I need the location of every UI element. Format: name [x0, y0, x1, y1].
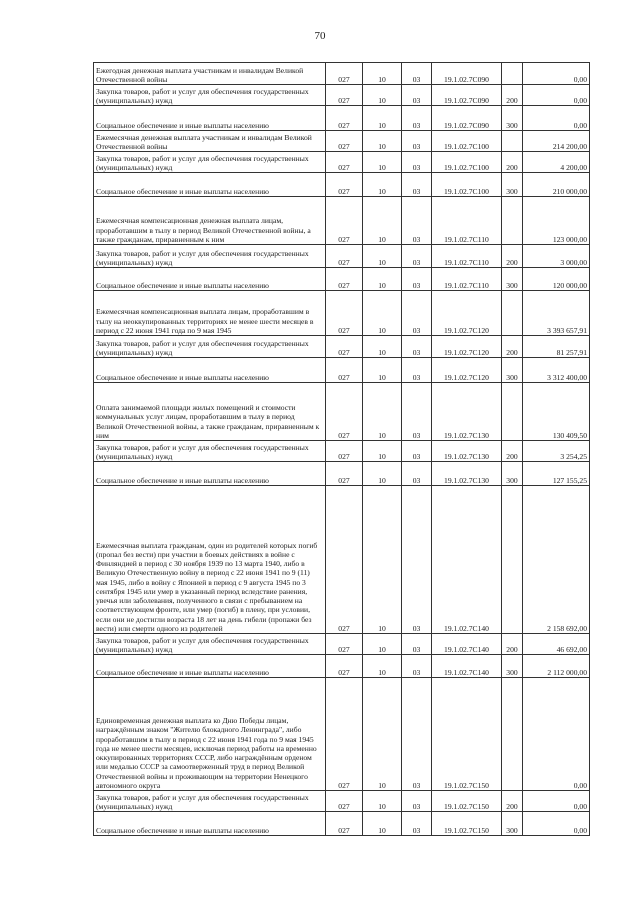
subsection-code-cell: 03 [402, 486, 432, 634]
row-name-cell: Социальное обеспечение и иные выплаты населению [94, 106, 326, 131]
budget-table-body [94, 63, 590, 836]
target-article-cell: 19.1.02.7С090 [432, 106, 502, 131]
expense-type-cell: 300 [502, 655, 523, 678]
table-row [94, 791, 590, 812]
table-row [94, 245, 590, 268]
target-article-cell: 19.1.02.7С110 [432, 268, 502, 291]
ministry-code-cell: 027 [326, 85, 363, 106]
section-code-cell: 10 [363, 462, 402, 486]
expense-type-cell: 200 [502, 245, 523, 268]
subsection-code-cell: 03 [402, 245, 432, 268]
target-article-cell: 19.1.02.7С150 [432, 678, 502, 791]
section-code-cell: 10 [363, 791, 402, 812]
ministry-code-cell: 027 [326, 383, 363, 441]
ministry-code-cell: 027 [326, 812, 363, 836]
ministry-code-cell: 027 [326, 486, 363, 634]
subsection-code-cell: 03 [402, 85, 432, 106]
expense-type-cell [502, 678, 523, 791]
subsection-code-cell: 03 [402, 173, 432, 197]
section-code-cell: 10 [363, 291, 402, 336]
expense-type-cell [502, 63, 523, 85]
amount-cell: 3 254,25 [523, 441, 590, 462]
row-name-cell: Ежемесячная компенсационная денежная выплата лицам, проработавшим в тылу в период Великой Отечественной войны, а также гражданам, приравненным к ним [94, 197, 326, 245]
row-name-cell: Закупка товаров, работ и услуг для обеспечения государственных (муниципальных) нужд [94, 791, 326, 812]
subsection-code-cell: 03 [402, 462, 432, 486]
target-article-cell: 19.1.02.7С090 [432, 63, 502, 85]
ministry-code-cell: 027 [326, 197, 363, 245]
amount-cell: 2 112 000,00 [523, 655, 590, 678]
expense-type-cell: 300 [502, 812, 523, 836]
table-row [94, 812, 590, 836]
ministry-code-cell: 027 [326, 462, 363, 486]
ministry-code-cell: 027 [326, 791, 363, 812]
section-code-cell: 10 [363, 245, 402, 268]
table-row [94, 336, 590, 358]
expense-type-cell [502, 486, 523, 634]
ministry-code-cell: 027 [326, 63, 363, 85]
target-article-cell: 19.1.02.7С130 [432, 441, 502, 462]
target-article-cell: 19.1.02.7С140 [432, 486, 502, 634]
ministry-code-cell: 027 [326, 358, 363, 383]
table-row [94, 678, 590, 791]
target-article-cell: 19.1.02.7С100 [432, 131, 502, 152]
section-code-cell: 10 [363, 486, 402, 634]
table-row [94, 131, 590, 152]
amount-cell: 81 257,91 [523, 336, 590, 358]
target-article-cell: 19.1.02.7С130 [432, 383, 502, 441]
table-row [94, 486, 590, 634]
ministry-code-cell: 027 [326, 268, 363, 291]
section-code-cell: 10 [363, 634, 402, 655]
target-article-cell: 19.1.02.7С140 [432, 634, 502, 655]
subsection-code-cell: 03 [402, 812, 432, 836]
table-row [94, 268, 590, 291]
subsection-code-cell: 03 [402, 131, 432, 152]
target-article-cell: 19.1.02.7С120 [432, 336, 502, 358]
ministry-code-cell: 027 [326, 678, 363, 791]
row-name-cell: Социальное обеспечение и иные выплаты населению [94, 462, 326, 486]
amount-cell: 0,00 [523, 85, 590, 106]
amount-cell: 0,00 [523, 678, 590, 791]
target-article-cell: 19.1.02.7С100 [432, 173, 502, 197]
ministry-code-cell: 027 [326, 634, 363, 655]
table-row [94, 441, 590, 462]
amount-cell: 0,00 [523, 106, 590, 131]
section-code-cell: 10 [363, 336, 402, 358]
row-name-cell: Социальное обеспечение и иные выплаты населению [94, 358, 326, 383]
row-name-cell: Социальное обеспечение и иные выплаты населению [94, 812, 326, 836]
row-name-cell: Единовременная денежная выплата ко Дню Победы лицам, награждённым знаком "Жителю блокадного Ленинграда", либо проработавшим в тылу в период с 22 июня 1941 года по 9 мая 1945 года не менее шести месяцев, исключая период работы на временно оккупированных территориях СССР, либо награждённым орденом или медалью СССР за самоотверженный труд в период Великой Отечественной войны и проживающим на территории Ненецкого автономного округа [94, 678, 326, 791]
section-code-cell: 10 [363, 268, 402, 291]
subsection-code-cell: 03 [402, 634, 432, 655]
ministry-code-cell: 027 [326, 131, 363, 152]
row-name-cell: Социальное обеспечение и иные выплаты населению [94, 655, 326, 678]
amount-cell: 130 409,50 [523, 383, 590, 441]
expense-type-cell: 200 [502, 634, 523, 655]
budget-table [93, 62, 590, 836]
table-row [94, 197, 590, 245]
expense-type-cell: 300 [502, 268, 523, 291]
section-code-cell: 10 [363, 358, 402, 383]
subsection-code-cell: 03 [402, 383, 432, 441]
section-code-cell: 10 [363, 678, 402, 791]
target-article-cell: 19.1.02.7С100 [432, 152, 502, 173]
row-name-cell: Ежемесячная денежная выплата участникам и инвалидам Великой Отечественной войны [94, 131, 326, 152]
amount-cell: 0,00 [523, 812, 590, 836]
target-article-cell: 19.1.02.7С150 [432, 791, 502, 812]
row-name-cell: Ежегодная денежная выплата участникам и инвалидам Великой Отечественной войны [94, 63, 326, 85]
row-name-cell: Закупка товаров, работ и услуг для обеспечения государственных (муниципальных) нужд [94, 441, 326, 462]
amount-cell: 214 200,00 [523, 131, 590, 152]
expense-type-cell [502, 291, 523, 336]
ministry-code-cell: 027 [326, 173, 363, 197]
section-code-cell: 10 [363, 131, 402, 152]
subsection-code-cell: 03 [402, 336, 432, 358]
subsection-code-cell: 03 [402, 441, 432, 462]
ministry-code-cell: 027 [326, 291, 363, 336]
section-code-cell: 10 [363, 197, 402, 245]
table-row [94, 383, 590, 441]
amount-cell: 127 155,25 [523, 462, 590, 486]
amount-cell: 3 312 400,00 [523, 358, 590, 383]
page-number: 70 [314, 30, 326, 42]
amount-cell: 210 000,00 [523, 173, 590, 197]
table-row [94, 291, 590, 336]
ministry-code-cell: 027 [326, 152, 363, 173]
row-name-cell: Закупка товаров, работ и услуг для обеспечения государственных (муниципальных) нужд [94, 152, 326, 173]
expense-type-cell: 200 [502, 336, 523, 358]
target-article-cell: 19.1.02.7С120 [432, 358, 502, 383]
target-article-cell: 19.1.02.7С140 [432, 655, 502, 678]
amount-cell: 123 000,00 [523, 197, 590, 245]
table-row [94, 462, 590, 486]
expense-type-cell: 200 [502, 791, 523, 812]
subsection-code-cell: 03 [402, 678, 432, 791]
table-row [94, 85, 590, 106]
subsection-code-cell: 03 [402, 197, 432, 245]
target-article-cell: 19.1.02.7С150 [432, 812, 502, 836]
row-name-cell: Социальное обеспечение и иные выплаты населению [94, 268, 326, 291]
amount-cell: 3 393 657,91 [523, 291, 590, 336]
expense-type-cell [502, 131, 523, 152]
subsection-code-cell: 03 [402, 268, 432, 291]
expense-type-cell: 300 [502, 462, 523, 486]
expense-type-cell: 200 [502, 85, 523, 106]
row-name-cell: Ежемесячная компенсационная выплата лицам, проработавшим в тылу на неоккупированных территориях не менее шести месяцев в период с 22 июня 1941 года по 9 мая 1945 [94, 291, 326, 336]
target-article-cell: 19.1.02.7С090 [432, 85, 502, 106]
amount-cell: 3 000,00 [523, 245, 590, 268]
expense-type-cell: 200 [502, 441, 523, 462]
row-name-cell: Закупка товаров, работ и услуг для обеспечения государственных (муниципальных) нужд [94, 336, 326, 358]
table-row [94, 63, 590, 85]
subsection-code-cell: 03 [402, 791, 432, 812]
section-code-cell: 10 [363, 383, 402, 441]
ministry-code-cell: 027 [326, 655, 363, 678]
subsection-code-cell: 03 [402, 291, 432, 336]
expense-type-cell: 300 [502, 106, 523, 131]
amount-cell: 4 200,00 [523, 152, 590, 173]
target-article-cell: 19.1.02.7С110 [432, 245, 502, 268]
ministry-code-cell: 027 [326, 245, 363, 268]
subsection-code-cell: 03 [402, 358, 432, 383]
amount-cell: 120 000,00 [523, 268, 590, 291]
row-name-cell: Закупка товаров, работ и услуг для обеспечения государственных (муниципальных) нужд [94, 245, 326, 268]
section-code-cell: 10 [363, 152, 402, 173]
amount-cell: 0,00 [523, 63, 590, 85]
section-code-cell: 10 [363, 85, 402, 106]
expense-type-cell: 300 [502, 173, 523, 197]
section-code-cell: 10 [363, 106, 402, 131]
amount-cell: 46 692,00 [523, 634, 590, 655]
subsection-code-cell: 03 [402, 106, 432, 131]
section-code-cell: 10 [363, 441, 402, 462]
section-code-cell: 10 [363, 173, 402, 197]
target-article-cell: 19.1.02.7С130 [432, 462, 502, 486]
row-name-cell: Социальное обеспечение и иные выплаты населению [94, 173, 326, 197]
table-row [94, 152, 590, 173]
ministry-code-cell: 027 [326, 336, 363, 358]
section-code-cell: 10 [363, 655, 402, 678]
ministry-code-cell: 027 [326, 106, 363, 131]
target-article-cell: 19.1.02.7С110 [432, 197, 502, 245]
table-row [94, 358, 590, 383]
table-row [94, 634, 590, 655]
section-code-cell: 10 [363, 812, 402, 836]
table-row [94, 655, 590, 678]
subsection-code-cell: 03 [402, 152, 432, 173]
table-row [94, 106, 590, 131]
ministry-code-cell: 027 [326, 441, 363, 462]
expense-type-cell [502, 383, 523, 441]
row-name-cell: Ежемесячная выплата гражданам, один из родителей которых погиб (пропал без вести) при участии в боевых действиях в войне с Финляндией в период с 30 ноября 1939 по 13 марта 1940, либо в Великую Отечественную войну в период с 22 июня 1941 по 9 (11) мая 1945, либо в войну с Японией в период с 9 августа 1945 по 3 сентября 1945 или умер в указанный период вследствие ранения, увечья или заболевания, полученного в связи с пребыванием на соответствующем фронте, или умер (погиб) в плену, при условии, если они не достигли возраста 18 лет на день гибели (пропажи без вести) или смерти одного из родителей [94, 486, 326, 634]
subsection-code-cell: 03 [402, 63, 432, 85]
amount-cell: 2 158 692,00 [523, 486, 590, 634]
table-row [94, 173, 590, 197]
amount-cell: 0,00 [523, 791, 590, 812]
target-article-cell: 19.1.02.7С120 [432, 291, 502, 336]
row-name-cell: Оплата занимаемой площади жилых помещений и стоимости коммунальных услуг лицам, проработавшим в тылу в период Великой Отечественной войны, а также гражданам, приравненным к ним [94, 383, 326, 441]
expense-type-cell [502, 197, 523, 245]
section-code-cell: 10 [363, 63, 402, 85]
expense-type-cell: 200 [502, 152, 523, 173]
row-name-cell: Закупка товаров, работ и услуг для обеспечения государственных (муниципальных) нужд [94, 85, 326, 106]
row-name-cell: Закупка товаров, работ и услуг для обеспечения государственных (муниципальных) нужд [94, 634, 326, 655]
subsection-code-cell: 03 [402, 655, 432, 678]
expense-type-cell: 300 [502, 358, 523, 383]
